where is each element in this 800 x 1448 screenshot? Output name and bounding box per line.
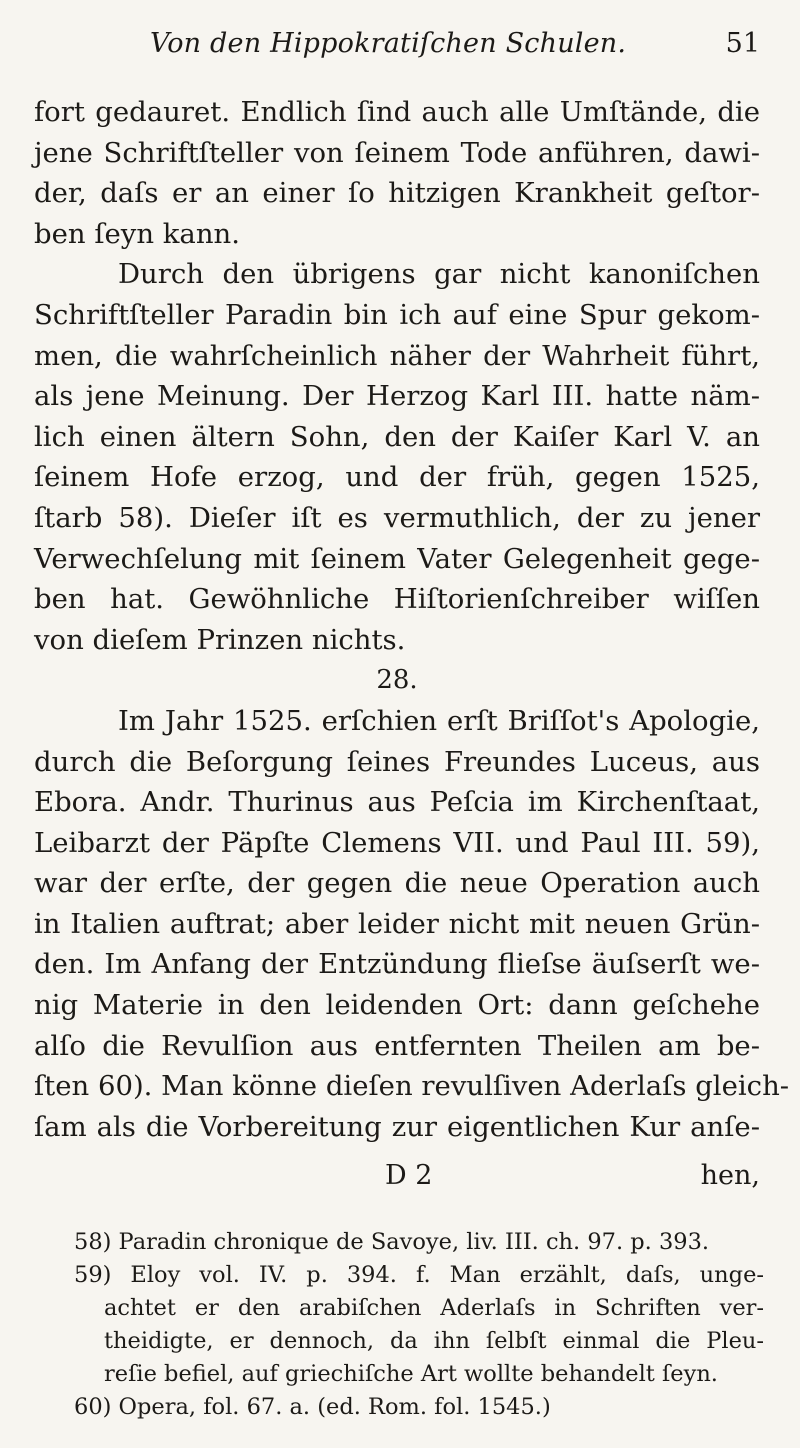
page-header (150, 28, 760, 68)
text-line: war der erſte, der gegen die neue Operation auch (34, 867, 760, 900)
text-line: jene Schriftſteller von ſeinem Tode anführen, dawi- (34, 136, 760, 169)
text-line: durch die Beſorgung ſeines Freundes Luceus, aus (34, 745, 760, 778)
footnote-line: theidigte, er dennoch, da ihn ſelbſt einmal die Pleu- (104, 1328, 764, 1354)
text-line: ſeinem Hofe erzog, und der früh, gegen 1525, (34, 461, 760, 494)
text-line: men, die wahrſcheinlich näher der Wahrheit führt, (34, 339, 760, 372)
text-line: Verwechſelung mit ſeinem Vater Gelegenheit gege- (34, 542, 760, 575)
footnote-line: reſie befiel, auf griechiſche Art wollte behandelt ſeyn. (104, 1361, 718, 1387)
text-line: der, daſs er an einer ſo hitzigen Krankheit geſtor- (34, 177, 760, 210)
paragraph-block-2 (34, 701, 790, 1148)
text-line: Ebora. Andr. Thurinus aus Peſcia im Kirchenſtaat, (34, 786, 760, 819)
text-line: ſtarb 58). Dieſer iſt es vermuthlich, der zu jener (34, 501, 760, 534)
footnote-line: 58) Paradin chronique de Savoye, liv. III. ch. 97. p. 393. (74, 1229, 710, 1255)
footnote-line: 59) Eloy vol. IV. p. 394. f. Man erzählt, daſs, unge- (74, 1262, 764, 1288)
text-line: den. Im Anfang der Entzündung flieſse äuſserſt we- (34, 948, 760, 981)
text-line: ben ſeyn kann. (34, 217, 240, 250)
page-foot (34, 1160, 760, 1200)
footnotes (74, 1226, 764, 1424)
paragraph-block-1 (34, 92, 760, 660)
text-line: Schriftſteller Paradin bin ich auf eine Spur gekom- (34, 298, 760, 331)
footnote-line: 60) Opera, fol. 67. a. (ed. Rom. fol. 1545.) (74, 1394, 551, 1420)
text-line: lich einen ältern Sohn, den der Kaiſer Karl V. an (34, 420, 760, 453)
text-line: von dieſem Prinzen nichts. (34, 623, 406, 656)
text-line: Leibarzt der Päpſte Clemens VII. und Paul III. 59), (34, 826, 760, 859)
text-line: ſam als die Vorbereitung zur eigentlichen Kur anſe- (34, 1110, 760, 1143)
text-line: Durch den übrigens gar nicht kanoniſchen (118, 258, 760, 291)
body-text (34, 92, 790, 1147)
text-line: ben hat. Gewöhnliche Hiſtorienſchreiber wiſſen (34, 583, 760, 616)
section-number: 28. (376, 665, 418, 696)
text-line: nig Materie in den leidenden Ort: dann geſchehe (34, 989, 760, 1022)
text-line: fort gedauret. Endlich ſind auch alle Umſtände, die (34, 96, 760, 128)
catchword: hen, (700, 1160, 760, 1191)
signature-mark: D 2 (385, 1160, 433, 1191)
text-line: Im Jahr 1525. erſchien erſt Briſſot's Apologie, (118, 704, 760, 737)
text-line: ſten 60). Man könne dieſen revulſiven Aderlaſs gleich- (34, 1070, 790, 1103)
text-line: alſo die Revulſion aus entfernten Theilen am be- (34, 1029, 760, 1062)
footnote-line: achtet er den arabiſchen Aderlaſs in Schriften ver- (104, 1295, 764, 1321)
text-line: als jene Meinung. Der Herzog Karl III. hatte näm- (34, 380, 760, 413)
page-number: 51 (725, 28, 760, 59)
running-title: Von den Hippokratiſchen Schulen. (150, 28, 627, 59)
text-line: in Italien auftrat; aber leider nicht mit neuen Grün- (34, 907, 760, 940)
